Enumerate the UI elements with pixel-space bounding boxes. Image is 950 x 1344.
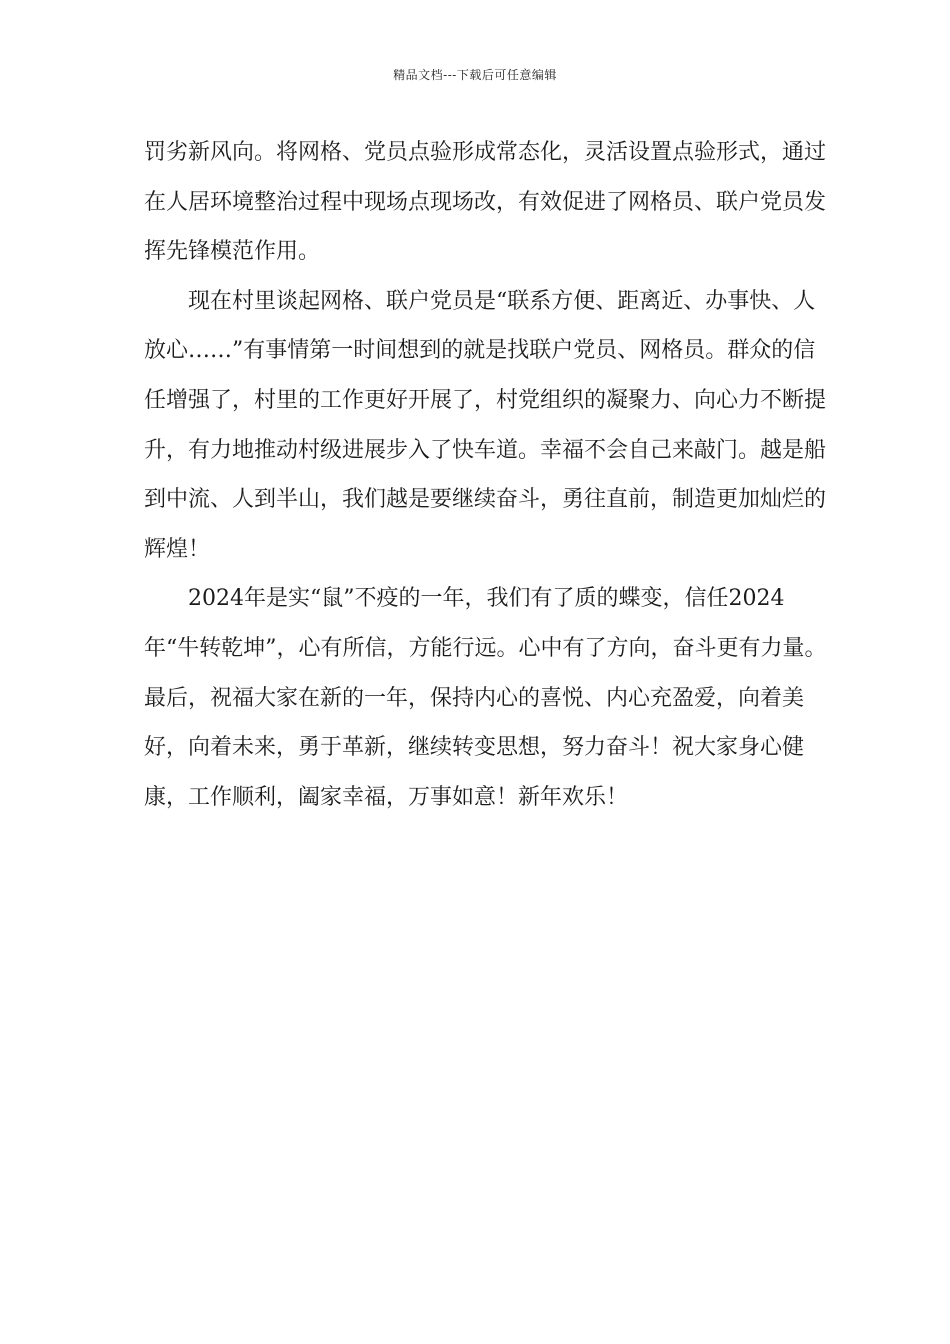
document-body — [144, 128, 834, 822]
page-header: 精品文档---下载后可任意编辑 — [393, 68, 557, 82]
paragraph-new-year-wishes: 2024年是实“鼠”不疫的一年，我们有了质的蝶变，信任2024年“牛转乾坤”，心有所信，方能行远。心中有了方向，奋斗更有力量。最后，祝福大家在新的一年，保持内心的喜悦、内心充盈爱，向着美好，向着未来，勇于革新，继续转变思想，努力奋斗！祝大家身心健康，工作顺利，阖家幸福，万事如意！新年欢乐！ — [144, 586, 827, 810]
paragraph-village-feedback: 现在村里谈起网格、联户党员是“联系方便、距离近、办事快、人放心……”有事情第一时间想到的就是找联户党员、网格员。群众的信任增强了，村里的工作更好开展了，村党组织的凝聚力、向心力不断提升，有力地推动村级进展步入了快车道。幸福不会自己来敲门。越是船到中流、人到半山，我们越是要继续奋斗，勇往直前，制造更加灿烂的辉煌！ — [144, 288, 827, 562]
paragraph-continued: 罚劣新风向。将网格、党员点验形成常态化，灵活设置点验形式，通过在人居环境整治过程中现场点现场改，有效促进了网格员、联户党员发挥先锋模范作用。 — [144, 140, 827, 265]
